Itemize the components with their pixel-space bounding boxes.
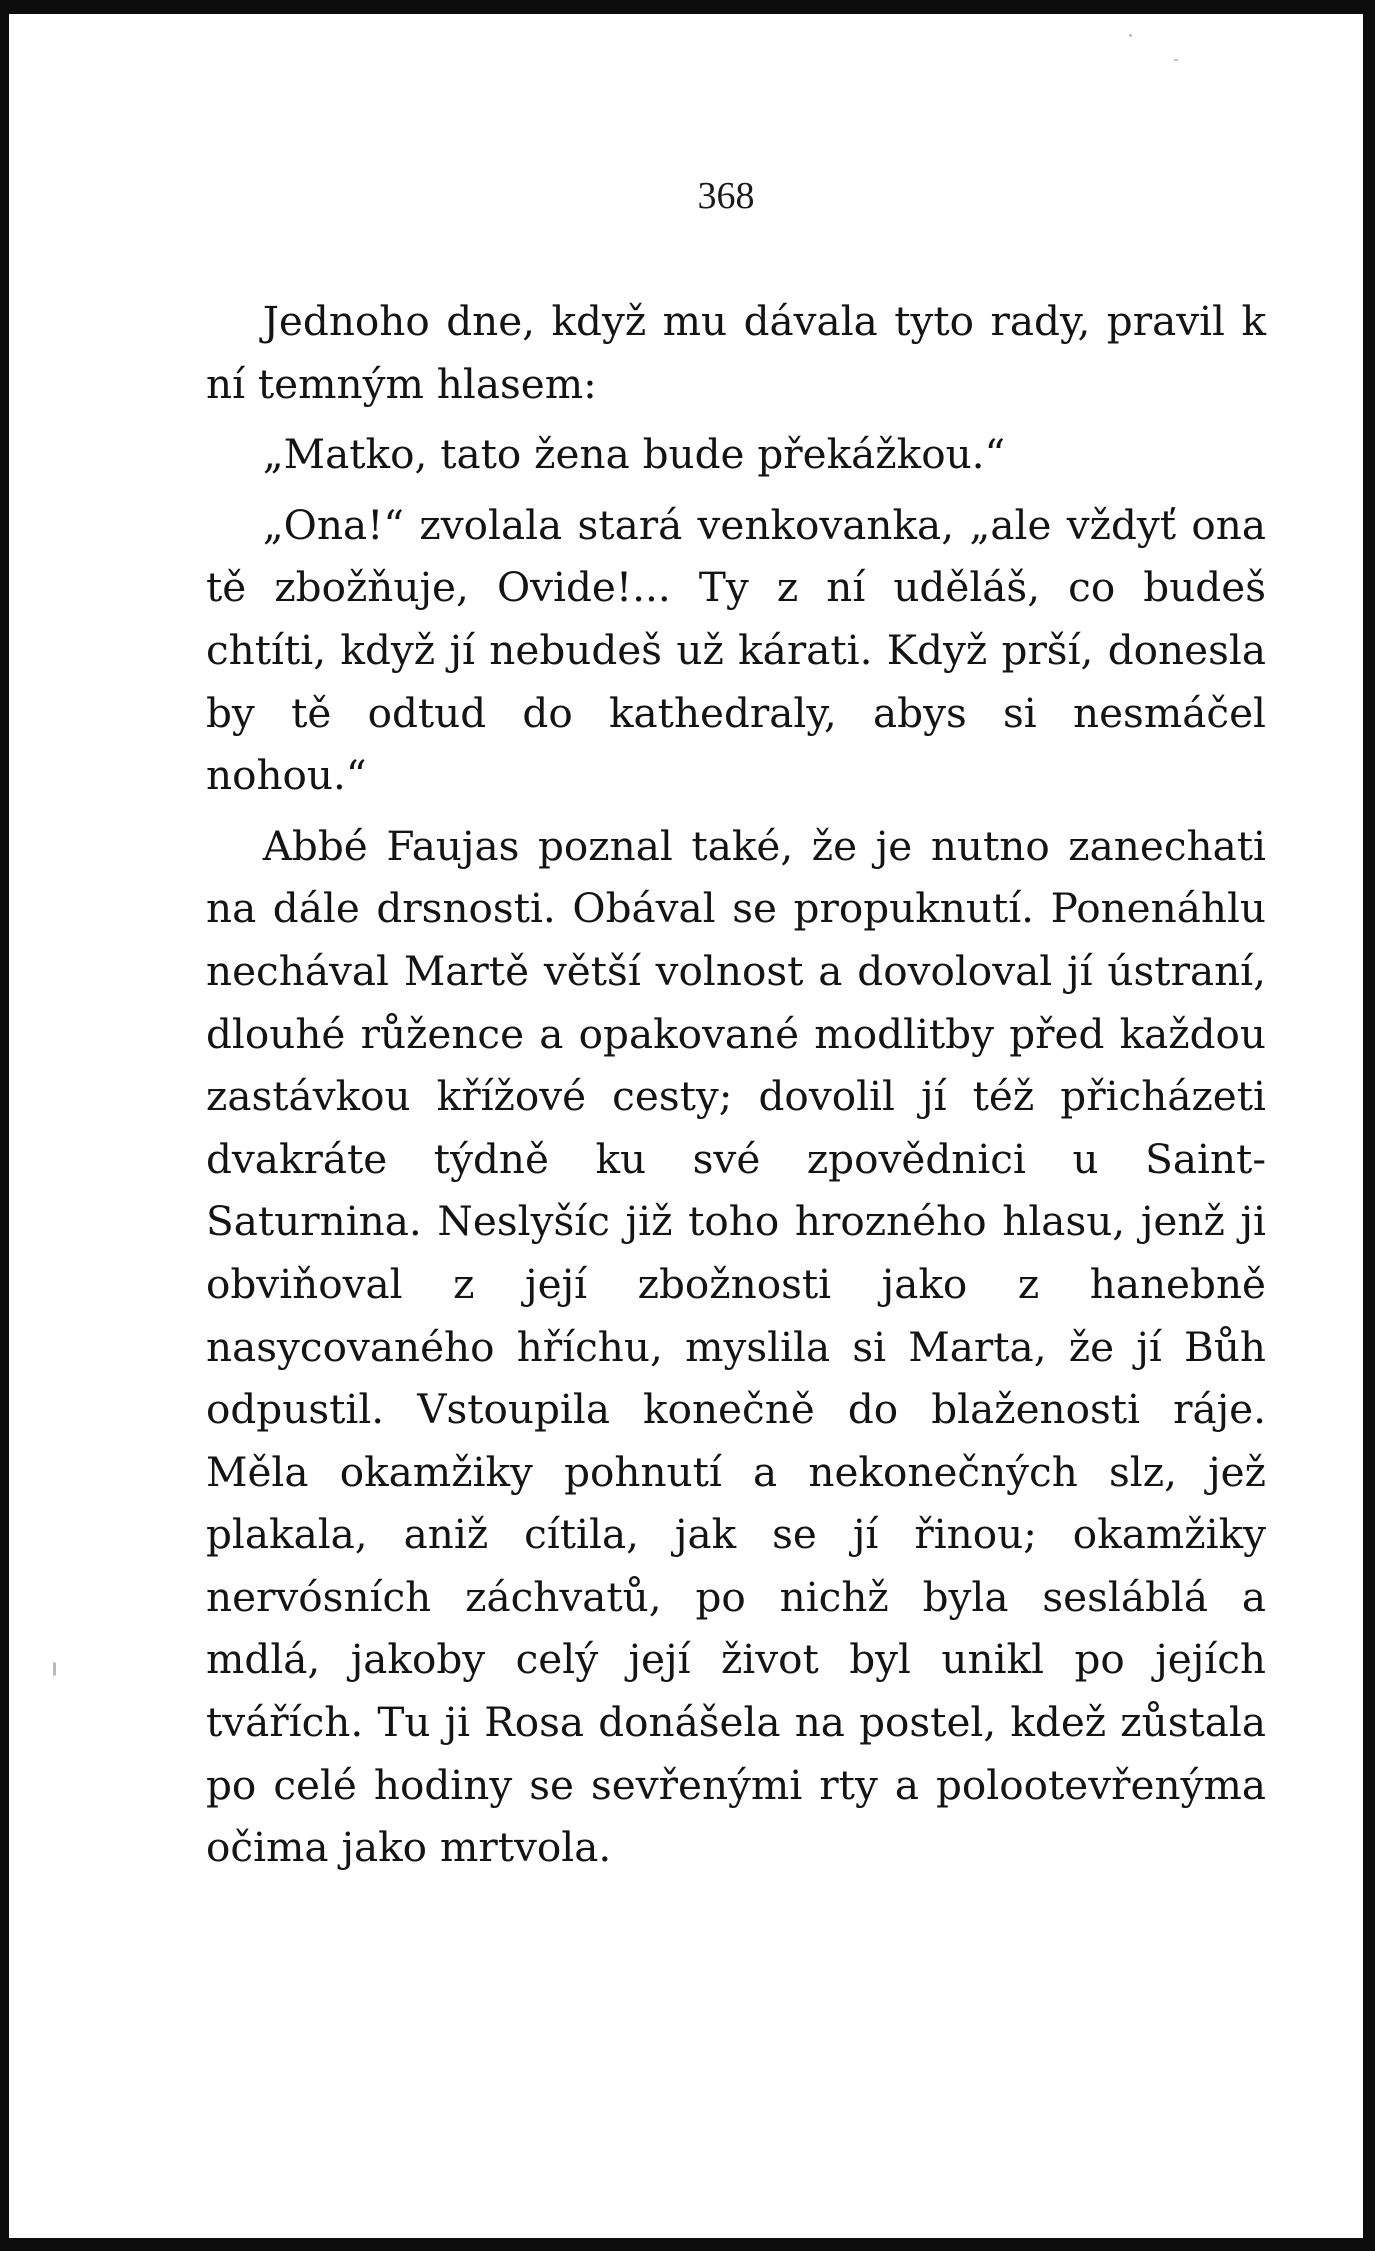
body-text bbox=[206, 290, 1266, 1879]
paragraph-4: Abbé Faujas poznal také, že je nutno zanechati na dále drsnosti. Obával se propuknutí. Ponenáhlu nechával Martě větší volnost a dovoloval jí ústraní, dlouhé růžence a opakované modlitby před každou zastávkou křížové cesty; dovolil jí též přicházeti dvakráte týdně ku své zpovědnici u Saint-Saturnina. Neslyšíc již toho hrozného hlasu, jenž ji obviňoval z její zbožnosti jako z hanebně nasycovaného hříchu, myslila si Marta, že jí Bůh odpustil. Vstoupila konečně do blaženosti ráje. Měla okamžiky pohnutí a nekonečných slz, jež plakala, aniž cítila, jak se jí řinou; okamžiky nervósních záchvatů, po nichž byla sesláblá a mdlá, jakoby celý její život byl unikl po jejích tvářích. Tu ji Rosa donášela na postel, kdež zůstala po celé hodiny se sevřenými rty a polootevřenýma očima jako mrtvola. bbox=[206, 821, 1266, 1872]
paragraph-1: Jednoho dne, když mu dávala tyto rady, pravil k ní temným hlasem: bbox=[206, 297, 1266, 408]
scan-speck bbox=[53, 1662, 56, 1676]
book-page bbox=[9, 14, 1363, 2238]
paragraph-3: „Ona!“ zvolala stará venkovanka, „ale vždyť ona tě zbožňuje, Ovide!... Ty z ní uděláš, co budeš chtíti, když jí nebudeš už kárati. Když prší, donesla by tě odtud do kathedraly, abys si nesmáčel nohou.“ bbox=[206, 500, 1266, 800]
page-number: 368 bbox=[697, 175, 755, 217]
scan-speck bbox=[1129, 34, 1132, 37]
scan-speck bbox=[1174, 59, 1178, 61]
paragraph-2: „Matko, tato žena bude překážkou.“ bbox=[262, 430, 1006, 479]
